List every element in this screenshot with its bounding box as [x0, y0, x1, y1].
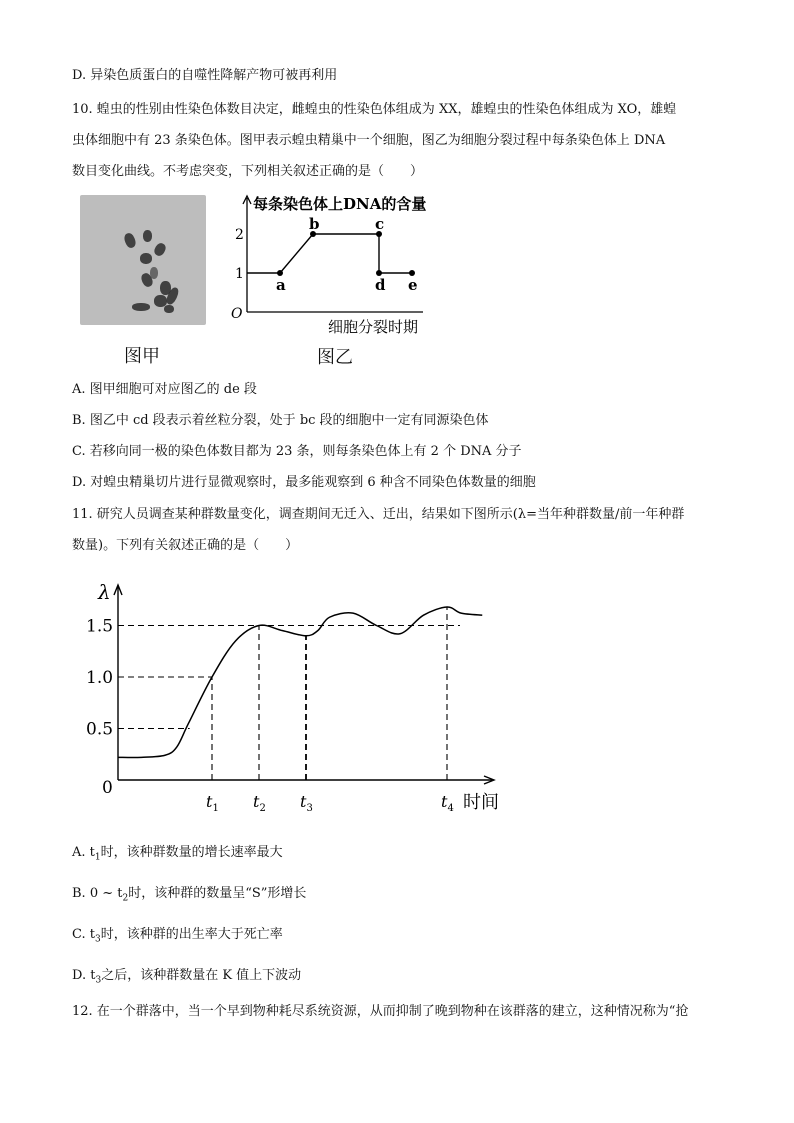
q10-option-d: D. 对蝗虫精巢切片进行显微观察时，最多能观察到 6 种含不同染色体数量的细胞	[72, 475, 536, 490]
y-axis-label: 每条染色体上DNA的含量	[253, 195, 427, 213]
q10-stem-line2: 虫体细胞中有 23 条染色体。图甲表示蝗虫精巢中一个细胞，图乙为细胞分裂过程中每条染色体上 DNA	[72, 133, 666, 148]
x-tick-label-t1: $t_1$	[206, 792, 219, 814]
q10-option-c: C. 若移向同一极的染色体数目都为 23 条，则每条染色体上有 2 个 DNA 分子	[72, 444, 522, 459]
q10-option-a: A. 图甲细胞可对应图乙的 de 段	[72, 382, 257, 397]
q11-option-a: A. $t_1$时，该种群数量的增长速率最大	[72, 845, 283, 863]
lambda-curve	[118, 607, 482, 758]
point-label-c: c	[375, 215, 385, 233]
point-label-a: a	[276, 276, 286, 294]
q10-stem-line1: 10. 蝗虫的性别由性染色体数目决定，雌蝗虫的性染色体组成为 XX，雄蝗虫的性染色体组成为 XO，雄蝗	[72, 102, 677, 117]
figure-b-chart	[225, 190, 465, 340]
q12-stem-line1: 12. 在一个群落中，当一个早到物种耗尽系统资源，从而抑制了晚到物种在该群落的建立，这种情况称为“抢	[72, 1004, 689, 1019]
point-label-d: d	[375, 276, 386, 294]
q11-stem-line2: 数量)。下列有关叙述正确的是（ ）	[72, 538, 299, 553]
y-tick-label: 1.0	[86, 668, 114, 688]
y-tick-label: 0.5	[86, 719, 114, 740]
x-tick-label-t3: $t_3$	[300, 792, 313, 814]
point-label-e: e	[408, 276, 418, 294]
x-tick-label-t2: $t_2$	[253, 792, 266, 814]
origin-label: 0	[102, 778, 113, 798]
figure-a-caption: 图甲	[124, 346, 160, 367]
q11-option-d: D. $t_3$之后，该种群数量在 K 值上下波动	[72, 968, 302, 986]
x-axis-label: 细胞分裂时期	[328, 318, 419, 336]
y-tick-label: 2	[235, 227, 244, 243]
y-tick-label: 1.5	[86, 616, 114, 637]
q9-option-d: D. 异染色质蛋白的自噬性降解产物可被再利用	[72, 68, 338, 83]
x-axis-label: 时间	[463, 792, 499, 813]
q10-option-b: B. 图乙中 cd 段表示着丝粒分裂，处于 bc 段的细胞中一定有同源染色体	[72, 413, 489, 428]
dna-content-line	[247, 234, 412, 273]
point-label-b: b	[309, 215, 320, 233]
q10-stem-line3: 数目变化曲线。不考虑突变，下列相关叙述正确的是（ ）	[72, 164, 424, 179]
y-axis-label: λ	[98, 580, 111, 604]
q11-option-c: C. $t_3$时，该种群的出生率大于死亡率	[72, 927, 283, 945]
x-tick-label-t4: $t_4$	[441, 792, 454, 814]
q11-stem-line1: 11. 研究人员调查某种群数量变化，调查期间无迁入、迁出，结果如下图所示(λ=当年种群数量/前一年种群	[72, 507, 685, 522]
y-tick-label: 1	[235, 266, 244, 282]
figure-a-micrograph	[80, 195, 206, 325]
origin-label: O	[231, 306, 243, 322]
figure-b-caption: 图乙	[317, 347, 353, 368]
lambda-time-chart	[86, 575, 530, 820]
q11-option-b: B. 0 ~ $t_2$时，该种群的数量呈“S”形增长	[72, 886, 307, 904]
